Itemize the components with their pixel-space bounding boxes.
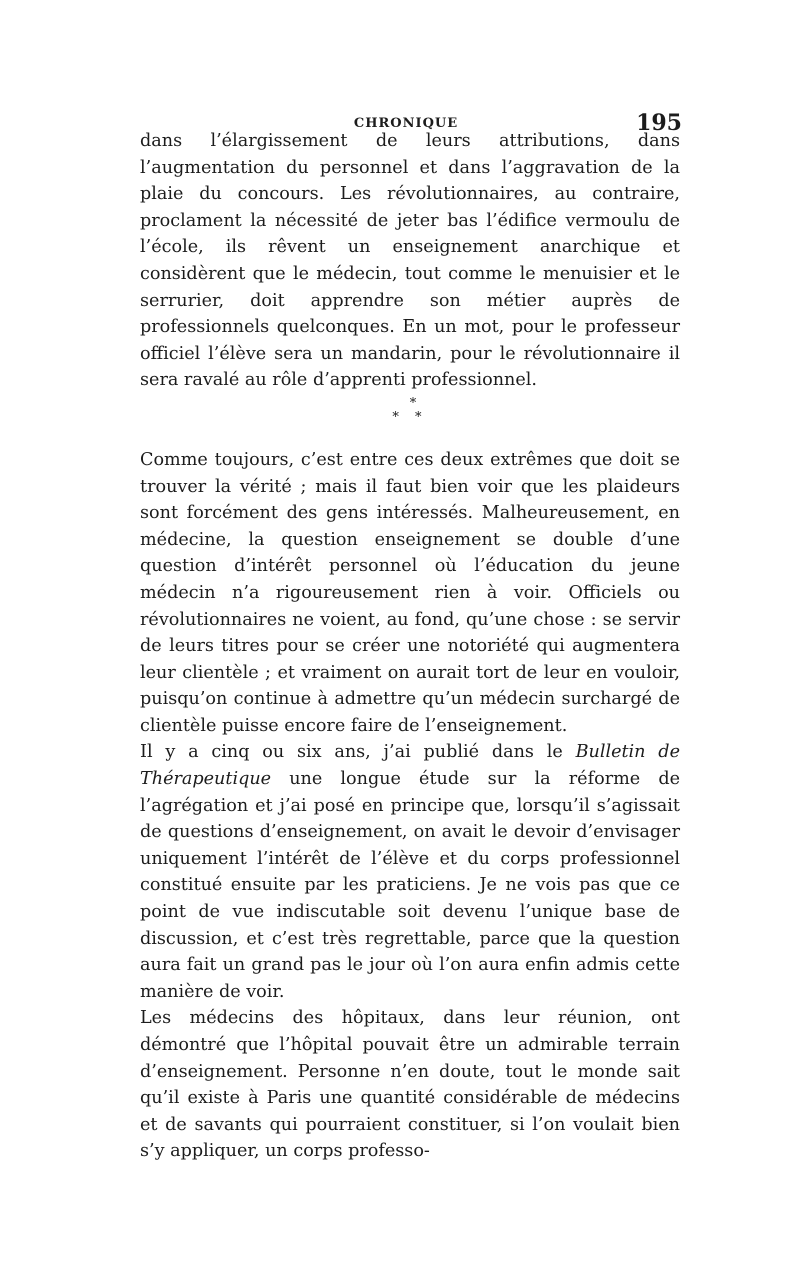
paragraph-3-text-before: Il y a cinq ou six ans, j’ai publié dans le [140, 742, 576, 763]
paragraph-3-text-after: une longue étude sur la réforme de l’agrégation et j’ai posé en principe que, lorsqu’il s’agissait de questions d’enseignement, on avait le devoir d’envisager uniquement l’intérêt de l’élève et du corps professionnel constitué ensuite par les praticiens. Je ne vois pas que ce point de vue indiscutable soit devenu l’unique base de discussion, et c’est très regrettable, parce que la question aura fait un grand pas le jour où l’on aura enfin admis cette manière de voir. [140, 769, 680, 1002]
page-number: 195 [636, 110, 682, 136]
asterism-bottom-stars: * * [392, 409, 428, 425]
paragraph-1: dans l’élargissement de leurs attributions, dans l’augmentation du personnel et dans l’aggravation de la plaie du concours. Les révolutionnaires, au contraire, proclament la nécessité de jeter bas l’édifice vermoulu de l’école, ils rêvent un enseignement anarchique et considèrent que le médecin, tout comme le menuisier et le serrurier, doit apprendre son métier auprès de professionnels quelconques. En un mot, pour le professeur officiel l’élève sera un mandarin, pour le révolutionnaire il sera ravalé au rôle d’apprenti professionnel. [140, 131, 680, 391]
asterism-top-star: * [409, 395, 417, 411]
paragraph-4: Les médecins des hôpitaux, dans leur réunion, ont démontré que l’hôpital pouvait être un admirable terrain d’enseignement. Personne n’en doute, tout le monde sait qu’il existe à Paris une quantité considérable de médecins et de savants qui pourraient constituer, si l’on voulait bien s’y appliquer, un corps professo- [140, 1008, 680, 1162]
paragraph-3 [140, 739, 680, 1005]
body-text [140, 128, 680, 1165]
journal-title: Bulletin de Thérapeutique [140, 742, 680, 790]
asterism-ornament [140, 394, 680, 447]
paragraph-2: Comme toujours, c’est entre ces deux extrêmes que doit se trouver la vérité ; mais il faut bien voir que les plaideurs sont forcément des gens intéressés. Malheureusement, en médecine, la question enseignement se double d’une question d’intérêt personnel où l’éducation du jeune médecin n’a rigoureusement rien à voir. Officiels ou révolutionnaires ne voient, au fond, qu’une chose : se servir de leurs titres pour se créer une notoriété qui augmentera leur clientèle ; et vraiment on aurait tort de leur en vouloir, puisqu’on continue à admettre qu’un médecin surchargé de clientèle puisse encore faire de l’enseignement. [140, 449, 680, 736]
running-title: CHRONIQUE [353, 116, 459, 131]
